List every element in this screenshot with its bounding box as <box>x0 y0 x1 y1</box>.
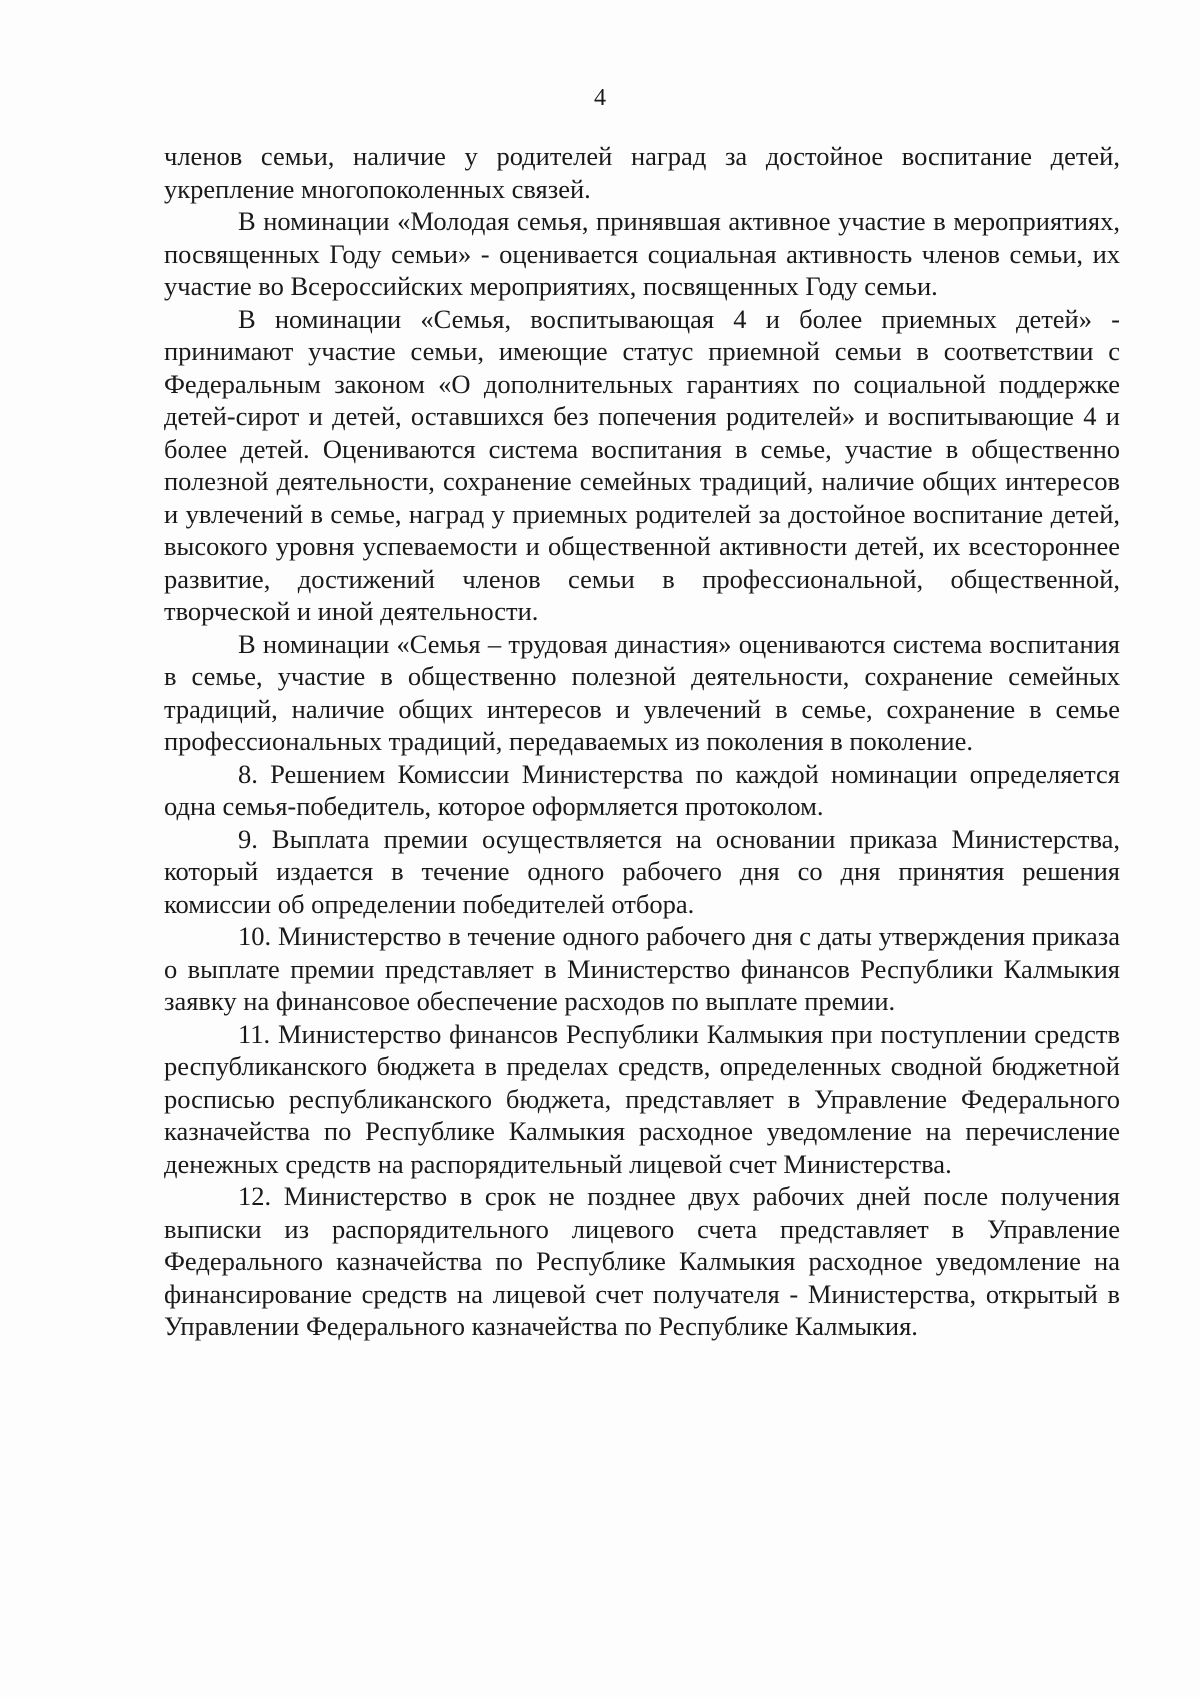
page-number: 4 <box>594 85 606 111</box>
paragraph-item-11: 11. Министерство финансов Республики Калмыкия при поступлении средств республиканского бюджета в пределах средств, определенных сводной бюджетной росписью республиканского бюджета, представляет в Управление Федерального казначейства по Республике Калмыкия расходное уведомление на перечисление денежных средств на распорядительный лицевой счет Министерства. <box>164 1018 1120 1179</box>
paragraph-nomination-labor-dynasty: В номинации «Семья – трудовая династия» оцениваются система воспитания в семье, участие в общественно полезной деятельности, сохранение семейных традиций, наличие общих интересов и увлечений в семье, сохранение в семье профессиональных традиций, передаваемых из поколения в поколение. <box>164 628 1120 756</box>
paragraph-item-12: 12. Министерство в срок не позднее двух рабочих дней после получения выписки из распорядительного лицевого счета представляет в Управление Федерального казначейства по Республике Калмыкия расходное уведомление на финансирование средств на лицевой счет получателя - Министерства, открытый в Управлении Федерального казначейства по Республике Калмыкия. <box>164 1181 1120 1341</box>
paragraph-nomination-young-family: В номинации «Молодая семья, принявшая активное участие в мероприятиях, посвященных Году семьи» - оценивается социальная активность членов семьи, их участие во Всероссийских мероприятиях, посвященных Году семьи. <box>164 206 1120 301</box>
document-body <box>164 140 1120 1343</box>
paragraph-item-9: 9. Выплата премии осуществляется на основании приказа Министерства, который издается в течение одного рабочего дня со дня принятия решения комиссии об определении победителей отбора. <box>164 823 1120 919</box>
paragraph-continuation: членов семьи, наличие у родителей наград за достойное воспитание детей, укрепление многопоколенных связей. <box>164 141 1120 204</box>
paragraph-item-8: 8. Решением Комиссии Министерства по каждой номинации определяется одна семья-победитель, которое оформляется протоколом. <box>164 758 1120 821</box>
paragraph-nomination-foster-family: В номинации «Семья, воспитывающая 4 и более приемных детей» - принимают участие семьи, имеющие статус приемной семьи в соответствии с Федеральным законом «О дополнительных гарантиях по социальной поддержке детей-сирот и детей, оставшихся без попечения родителей» и воспитывающие 4 и более детей. Оцениваются система воспитания в семье, участие в общественно полезной деятельности, сохранение семейных традиций, наличие общих интересов и увлечений в семье, наград у приемных родителей за достойное воспитание детей, высокого уровня успеваемости и общественной активности детей, их всестороннее развитие, достижений членов семьи в профессиональной, общественной, творческой и иной деятельности. <box>164 303 1120 626</box>
paragraph-item-10: 10. Министерство в течение одного рабочего дня с даты утверждения приказа о выплате премии представляет в Министерство финансов Республики Калмыкия заявку на финансовое обеспечение расходов по выплате премии. <box>164 921 1120 1016</box>
